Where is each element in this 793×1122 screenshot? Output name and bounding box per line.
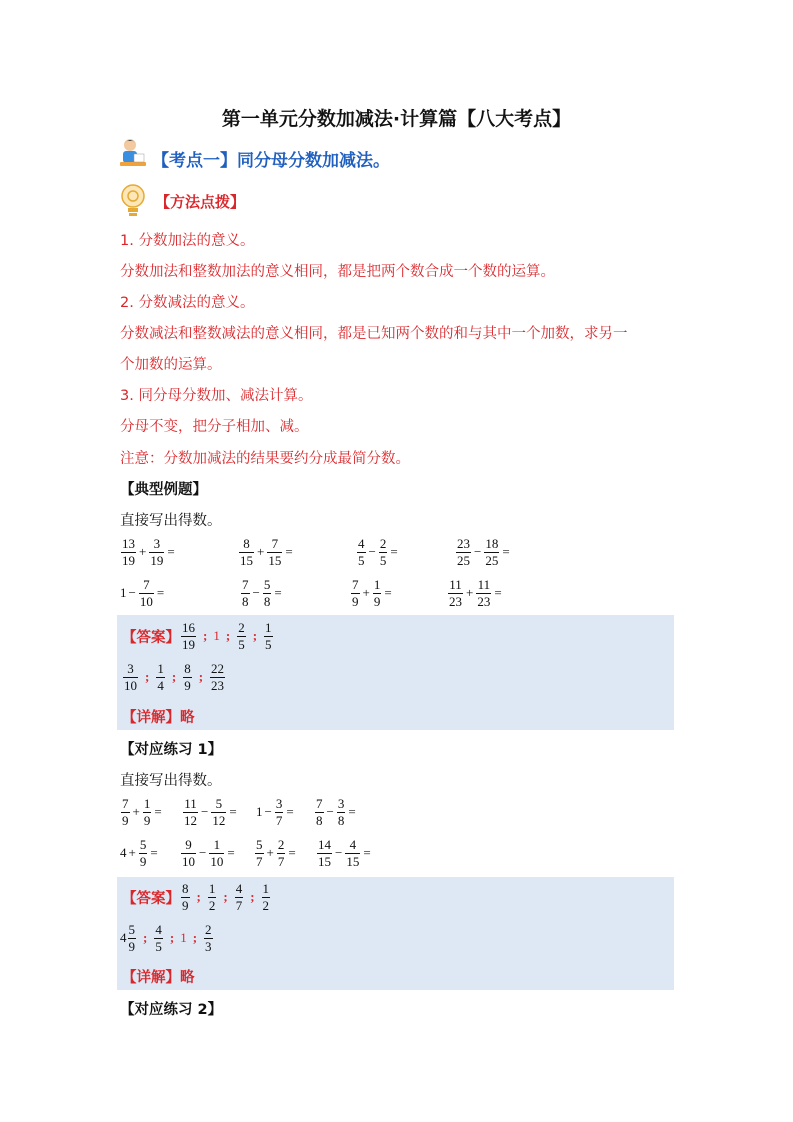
denominator: 19 bbox=[150, 552, 164, 568]
denominator: 8 bbox=[316, 812, 323, 828]
denominator: 5 bbox=[265, 636, 272, 652]
denominator: 10 bbox=[124, 677, 137, 693]
method-line: 分母不变，把分子相加、减。 bbox=[120, 419, 309, 435]
equation bbox=[120, 578, 166, 608]
equation bbox=[120, 537, 177, 567]
equals-sign: = bbox=[348, 804, 356, 820]
minus-sign: − bbox=[128, 585, 136, 601]
numerator: 18 bbox=[485, 536, 499, 551]
denominator: 9 bbox=[139, 853, 147, 869]
denominator: 9 bbox=[143, 812, 151, 828]
kaodian-title: 【考点一】同分母分数加减法。 bbox=[152, 151, 390, 171]
numerator: 7 bbox=[271, 536, 279, 551]
answer-value bbox=[122, 662, 139, 692]
equation bbox=[238, 537, 295, 567]
answer-row-1: 【答案】 $\frac{8}{9}$ ; $\frac{1}{2}$ ; $\frac{4}{7}$ ; $\frac{1}{2}$ bbox=[122, 881, 270, 913]
denominator: 9 bbox=[352, 593, 359, 609]
equals-sign: = bbox=[229, 804, 237, 820]
denominator: 9 bbox=[184, 677, 191, 693]
numerator: 8 bbox=[243, 536, 250, 551]
fraction bbox=[128, 923, 137, 953]
fraction bbox=[267, 537, 282, 567]
equals-sign: = bbox=[274, 585, 282, 601]
fraction bbox=[357, 537, 366, 567]
equation bbox=[254, 838, 298, 868]
equation bbox=[180, 838, 237, 868]
denominator: 23 bbox=[477, 593, 491, 609]
minus-sign: − bbox=[199, 845, 207, 861]
method-line: 2. 分数减法的意义。 bbox=[120, 295, 255, 311]
denominator: 5 bbox=[155, 938, 162, 954]
equals-sign: = bbox=[285, 544, 293, 560]
numerator: 13 bbox=[122, 536, 135, 551]
equals-sign: = bbox=[150, 845, 158, 861]
answer-value bbox=[207, 882, 218, 912]
numerator: 1 bbox=[157, 661, 164, 676]
numerator: 5 bbox=[139, 837, 147, 852]
denominator: 7 bbox=[235, 897, 243, 913]
numerator: 3 bbox=[337, 796, 345, 811]
denominator: 5 bbox=[379, 552, 387, 568]
fraction bbox=[183, 797, 198, 827]
fraction bbox=[123, 662, 138, 692]
fraction bbox=[315, 797, 324, 827]
numerator: 5 bbox=[215, 796, 223, 811]
denominator: 9 bbox=[128, 938, 135, 954]
denominator: 25 bbox=[485, 552, 499, 568]
numerator: 7 bbox=[352, 577, 359, 592]
method-line: 分数加法和整数加法的意义相同，都是把两个数合成一个数的运算。 bbox=[120, 264, 555, 280]
denominator: 10 bbox=[210, 853, 224, 869]
minus-sign: − bbox=[252, 585, 260, 601]
equation bbox=[356, 537, 400, 567]
equals-sign: = bbox=[156, 585, 165, 601]
numerator: 11 bbox=[449, 577, 462, 592]
answer-label: 【答案】 bbox=[122, 890, 180, 907]
equation bbox=[316, 838, 373, 868]
fraction bbox=[181, 621, 196, 651]
equals-sign: = bbox=[502, 544, 510, 560]
numerator: 1 bbox=[143, 796, 151, 811]
numerator: 4 bbox=[235, 881, 243, 896]
denominator: 12 bbox=[212, 812, 226, 828]
detail-label: 【详解】略 bbox=[122, 970, 195, 986]
plus-sign: + bbox=[466, 585, 474, 601]
numerator: 11 bbox=[477, 577, 491, 592]
denominator: 5 bbox=[238, 636, 245, 652]
numerator: 7 bbox=[122, 796, 129, 811]
fraction bbox=[208, 882, 217, 912]
denominator: 19 bbox=[182, 636, 195, 652]
detail-label: 【详解】略 bbox=[122, 710, 195, 726]
equation bbox=[182, 797, 239, 827]
fraction bbox=[156, 662, 165, 692]
fraction bbox=[264, 621, 273, 651]
fraction bbox=[204, 923, 213, 953]
plus-sign: + bbox=[128, 845, 136, 861]
denominator: 8 bbox=[263, 593, 271, 609]
plus-sign: + bbox=[139, 544, 147, 560]
fraction bbox=[154, 923, 163, 953]
answer-value: 1 bbox=[180, 930, 187, 946]
fraction bbox=[317, 838, 332, 868]
answer-value: 1 bbox=[213, 628, 220, 644]
denominator: 25 bbox=[457, 552, 470, 568]
denominator: 23 bbox=[449, 593, 462, 609]
numerator: 4 bbox=[358, 536, 365, 551]
fraction bbox=[237, 621, 246, 651]
denominator: 10 bbox=[139, 593, 153, 609]
denominator: 15 bbox=[240, 552, 253, 568]
fraction bbox=[351, 578, 360, 608]
denominator: 15 bbox=[318, 853, 331, 869]
minus-sign: − bbox=[201, 804, 209, 820]
fraction bbox=[210, 662, 225, 692]
numerator: 1 bbox=[265, 620, 272, 635]
denominator: 8 bbox=[242, 593, 249, 609]
numerator: 23 bbox=[457, 536, 470, 551]
numerator: 2 bbox=[238, 620, 245, 635]
fraction bbox=[183, 662, 192, 692]
equation bbox=[256, 797, 296, 827]
fraction bbox=[241, 578, 250, 608]
student-icon bbox=[118, 136, 148, 172]
fraction bbox=[255, 838, 264, 868]
denominator: 10 bbox=[182, 853, 195, 869]
lightbulb-icon bbox=[118, 183, 148, 217]
fraction bbox=[181, 882, 190, 912]
fraction bbox=[379, 537, 388, 567]
denominator: 9 bbox=[373, 593, 381, 609]
fraction bbox=[373, 578, 382, 608]
equation bbox=[350, 578, 394, 608]
equals-sign: = bbox=[286, 804, 294, 820]
answer-value bbox=[153, 923, 164, 953]
fraction bbox=[277, 838, 286, 868]
practice2-heading: 【对应练习 2】 bbox=[120, 1002, 223, 1018]
fraction bbox=[262, 882, 271, 912]
instruction: 直接写出得数。 bbox=[120, 513, 222, 529]
fraction bbox=[235, 882, 244, 912]
denominator: 15 bbox=[346, 853, 360, 869]
page-title: 第一单元分数加减法·计算篇【八大考点】 bbox=[221, 108, 572, 130]
answer-value bbox=[120, 923, 137, 953]
numerator: 16 bbox=[182, 620, 195, 635]
denominator: 9 bbox=[122, 812, 129, 828]
denominator: 2 bbox=[262, 897, 270, 913]
answer-value bbox=[263, 621, 274, 651]
fraction bbox=[139, 838, 148, 868]
equation bbox=[447, 578, 504, 608]
answer-box bbox=[117, 615, 674, 730]
answer-value bbox=[180, 621, 197, 651]
fraction bbox=[149, 537, 164, 567]
numerator: 7 bbox=[242, 577, 249, 592]
answer-box bbox=[117, 877, 674, 990]
equals-sign: = bbox=[363, 845, 371, 861]
numerator: 5 bbox=[263, 577, 271, 592]
numerator: 5 bbox=[256, 837, 263, 852]
equation bbox=[455, 537, 512, 567]
equals-sign: = bbox=[167, 544, 175, 560]
equals-sign: = bbox=[494, 585, 502, 601]
plus-sign: + bbox=[362, 585, 370, 601]
numerator: 11 bbox=[184, 796, 197, 811]
denominator: 19 bbox=[122, 552, 135, 568]
denominator: 15 bbox=[268, 552, 282, 568]
denominator: 9 bbox=[182, 897, 189, 913]
numerator: 8 bbox=[184, 661, 191, 676]
fraction bbox=[476, 578, 491, 608]
numerator: 3 bbox=[127, 661, 134, 676]
answer-value bbox=[236, 621, 247, 651]
equals-sign: = bbox=[390, 544, 398, 560]
numerator: 1 bbox=[262, 881, 270, 896]
denominator: 12 bbox=[184, 812, 197, 828]
numerator: 7 bbox=[143, 577, 150, 592]
plus-sign: + bbox=[266, 845, 274, 861]
minus-sign: − bbox=[474, 544, 482, 560]
numerator: 8 bbox=[182, 881, 189, 896]
equation bbox=[120, 838, 160, 868]
numerator: 2 bbox=[277, 837, 285, 852]
denominator: 7 bbox=[256, 853, 263, 869]
equation bbox=[240, 578, 284, 608]
fraction bbox=[139, 578, 154, 608]
method-line: 分数减法和整数减法的意义相同，都是已知两个数的和与其中一个加数，求另一 bbox=[120, 326, 628, 342]
fraction bbox=[275, 797, 284, 827]
fraction bbox=[484, 537, 499, 567]
fraction bbox=[143, 797, 152, 827]
method-heading: 【方法点拨】 bbox=[155, 193, 246, 211]
answer-value bbox=[209, 662, 226, 692]
minus-sign: − bbox=[264, 804, 272, 820]
denominator: 3 bbox=[205, 938, 212, 954]
numerator: 2 bbox=[379, 536, 387, 551]
fraction bbox=[121, 537, 136, 567]
numerator: 9 bbox=[185, 837, 192, 852]
numerator: 1 bbox=[213, 837, 221, 852]
numerator: 1 bbox=[208, 881, 216, 896]
fraction bbox=[345, 838, 360, 868]
numerator: 7 bbox=[316, 796, 323, 811]
answer-row-1: 【答案】 $\frac{16}{19}$ ; 1 ; $\frac{2}{5}$ ; $\frac{1}{5}$ bbox=[122, 620, 272, 652]
minus-sign: − bbox=[326, 804, 334, 820]
practice1-heading: 【对应练习 1】 bbox=[120, 742, 223, 758]
plus-sign: + bbox=[132, 804, 140, 820]
whole-number: 1 bbox=[256, 804, 263, 820]
whole-number: 4 bbox=[120, 845, 127, 861]
answer-label: 【答案】 bbox=[122, 629, 180, 646]
answer-value bbox=[182, 662, 193, 692]
answer-value bbox=[155, 662, 166, 692]
numerator: 3 bbox=[153, 536, 161, 551]
answer-row-2: 4 $\frac{5}{9}$ ; $\frac{4}{5}$ ; 1 ; $\frac{2}{3}$ bbox=[120, 922, 212, 954]
fraction bbox=[181, 838, 196, 868]
equals-sign: = bbox=[384, 585, 392, 601]
equation bbox=[314, 797, 358, 827]
numerator: 3 bbox=[275, 796, 283, 811]
denominator: 5 bbox=[358, 552, 365, 568]
example-heading: 【典型例题】 bbox=[120, 482, 207, 498]
whole-number: 1 bbox=[120, 585, 127, 601]
numerator: 4 bbox=[155, 922, 162, 937]
minus-sign: − bbox=[368, 544, 376, 560]
numerator: 14 bbox=[318, 837, 331, 852]
denominator: 8 bbox=[337, 812, 345, 828]
answer-value bbox=[234, 882, 245, 912]
fraction bbox=[263, 578, 272, 608]
method-line: 注意：分数加减法的结果要约分成最简分数。 bbox=[120, 451, 410, 467]
method-line: 3. 同分母分数加、减法计算。 bbox=[120, 388, 313, 404]
answer-row-2: $\frac{3}{10}$ ; $\frac{1}{4}$ ; $\frac{8}{9}$ ; $\frac{22}{23}$ bbox=[124, 661, 225, 693]
numerator: 22 bbox=[211, 661, 225, 676]
denominator: 23 bbox=[211, 677, 225, 693]
fraction bbox=[448, 578, 463, 608]
answer-value bbox=[203, 923, 214, 953]
fraction bbox=[211, 797, 226, 827]
denominator: 7 bbox=[277, 853, 285, 869]
numerator: 5 bbox=[128, 922, 135, 937]
numerator: 4 bbox=[349, 837, 357, 852]
answer-value bbox=[180, 882, 191, 912]
equals-sign: = bbox=[288, 845, 296, 861]
answer-value bbox=[261, 882, 272, 912]
fraction bbox=[456, 537, 471, 567]
equals-sign: = bbox=[227, 845, 235, 861]
equation bbox=[120, 797, 164, 827]
numerator: 1 bbox=[373, 577, 381, 592]
fraction bbox=[239, 537, 254, 567]
method-line: 个加数的运算。 bbox=[120, 357, 222, 373]
denominator: 7 bbox=[275, 812, 283, 828]
denominator: 4 bbox=[157, 677, 164, 693]
method-line: 1. 分数加法的意义。 bbox=[120, 233, 255, 249]
practice1-instruction: 直接写出得数。 bbox=[120, 773, 222, 789]
numerator: 2 bbox=[205, 922, 212, 937]
minus-sign: − bbox=[335, 845, 343, 861]
fraction bbox=[337, 797, 346, 827]
denominator: 2 bbox=[208, 897, 216, 913]
whole-number: 4 bbox=[120, 930, 127, 946]
fraction bbox=[121, 797, 130, 827]
equals-sign: = bbox=[154, 804, 162, 820]
fraction bbox=[209, 838, 224, 868]
plus-sign: + bbox=[257, 544, 265, 560]
